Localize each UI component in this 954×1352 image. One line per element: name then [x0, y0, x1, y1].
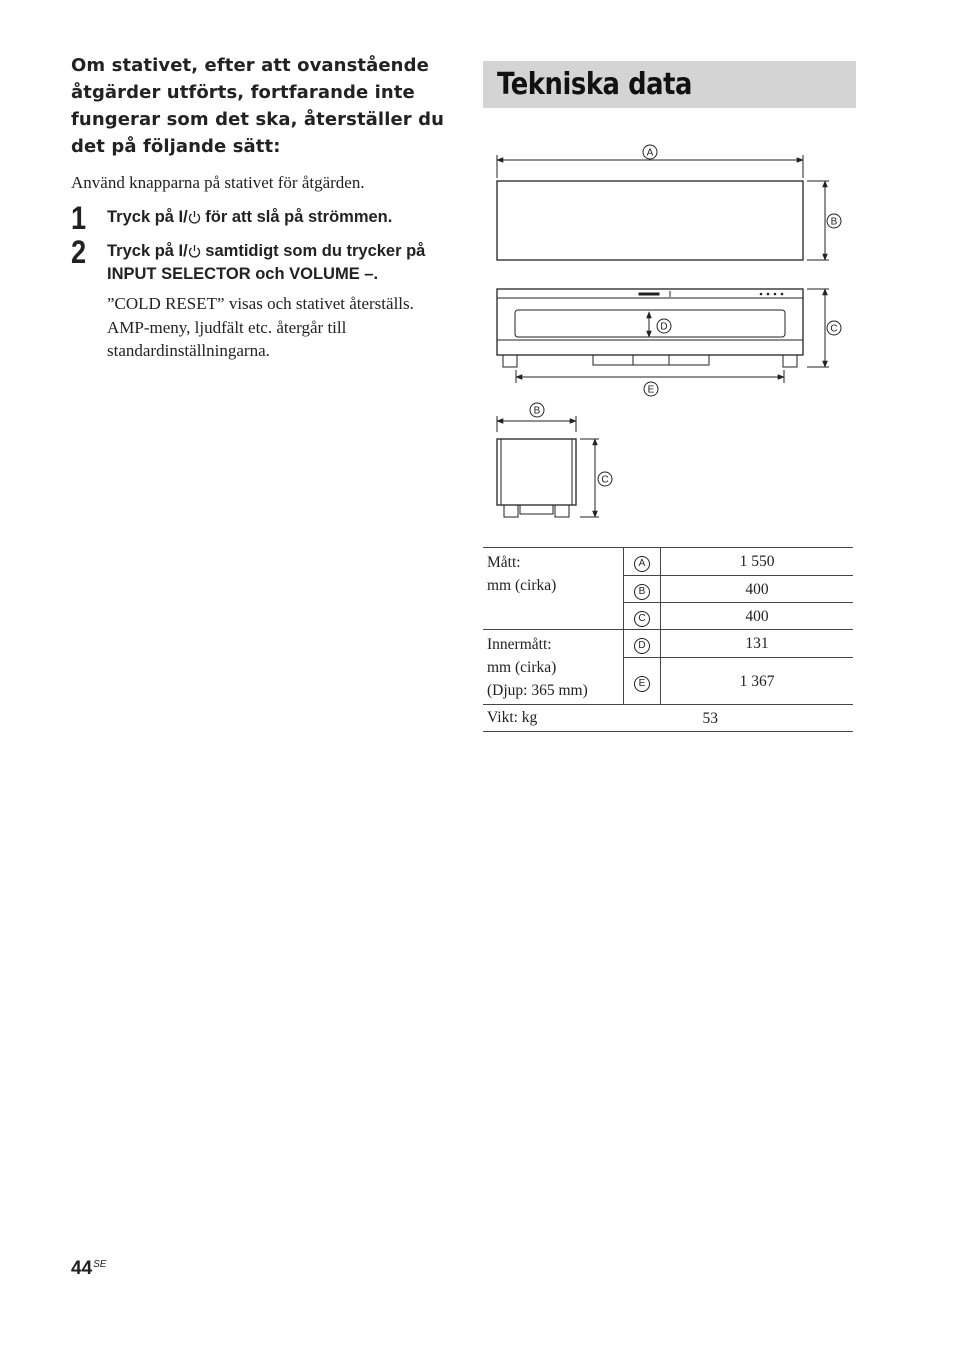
step-2 [71, 234, 446, 363]
step-instruction: Tryck på I/ för att slå på strömmen. [107, 208, 393, 226]
value-cell: 1 367 [661, 658, 854, 705]
letter-cell: A [624, 548, 661, 576]
step-body: ”COLD RESET” visas och stativet återställs. AMP-meny, ljudfält etc. återgår till standardinställningarna. [107, 294, 414, 360]
dimension-label-b-side: B [533, 405, 541, 417]
power-icon [188, 210, 201, 224]
inner-dimensions-label: Innermått: mm (cirka) (Djup: 365 mm) [483, 630, 624, 705]
page-number: 44 [71, 1258, 93, 1279]
value-cell: 400 [661, 576, 854, 603]
value-cell: 400 [661, 603, 854, 630]
dimension-diagram [483, 130, 853, 530]
dimension-label-c-side: C [601, 474, 609, 486]
page-title: Tekniska data [497, 67, 692, 102]
dimension-label-d: D [660, 321, 668, 333]
table-row [483, 630, 853, 658]
page-suffix: SE [93, 1259, 107, 1270]
intro-text: Använd knapparna på stativet för åtgärden. [71, 173, 365, 192]
value-cell: 1 550 [661, 548, 854, 576]
table-row [483, 705, 853, 732]
dimension-label-e: E [647, 384, 655, 396]
page-footer [71, 1258, 106, 1280]
step-instruction: Tryck på I/ samtidigt som du trycker på INPUT SELECTOR och VOLUME –. [107, 242, 426, 283]
step-number: 2 [71, 234, 87, 270]
letter-cell: C [624, 603, 661, 630]
letter-cell: D [624, 630, 661, 658]
power-icon [188, 244, 201, 258]
dimension-label-c: C [830, 323, 838, 335]
dimension-label-a: A [646, 147, 654, 159]
dimensions-label: Mått: mm (cirka) [483, 548, 624, 630]
letter-cell: B [624, 576, 661, 603]
step-number: 1 [71, 200, 87, 236]
value-cell: 131 [661, 630, 854, 658]
title-bar [483, 61, 856, 108]
weight-label: Vikt: kg [483, 705, 624, 732]
section-heading: Om stativet, efter att ovanstående åtgärder utförts, fortfarande inte fungerar som det ska, återställer du det på följande sätt: [71, 55, 445, 157]
step-1 [71, 200, 446, 236]
dimension-label-b: B [830, 216, 838, 228]
table-row [483, 548, 853, 576]
left-column [71, 52, 446, 363]
weight-value: 53 [624, 705, 854, 732]
specs-table [483, 547, 853, 732]
letter-cell: E [624, 658, 661, 705]
